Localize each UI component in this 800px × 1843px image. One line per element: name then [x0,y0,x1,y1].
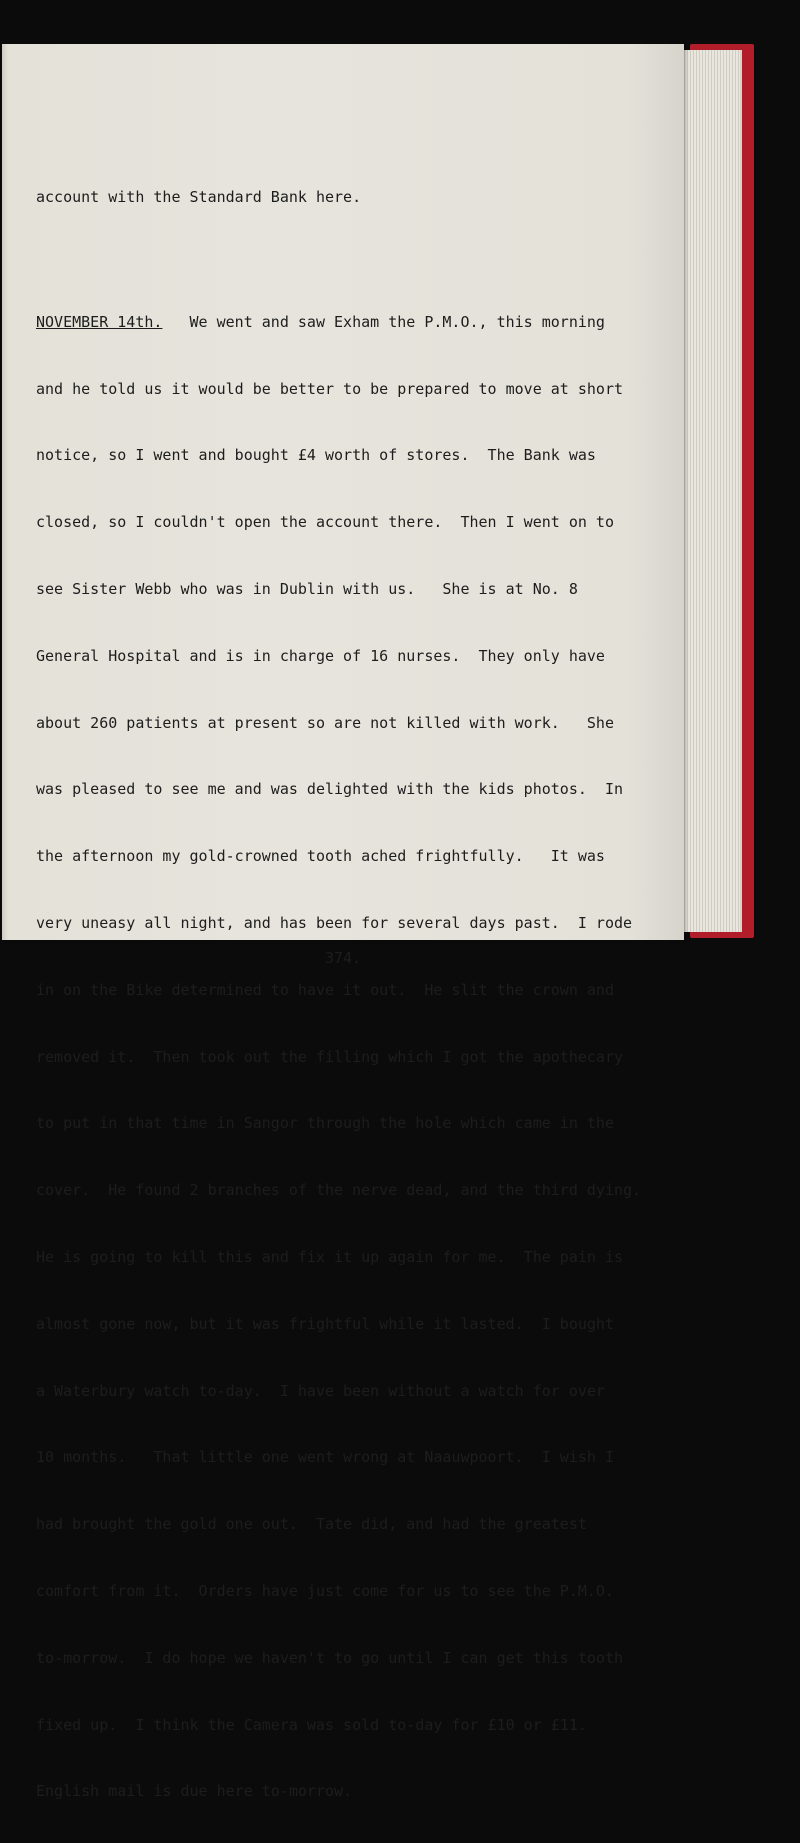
text-line: notice, so I went and bought £4 worth of stores. The Bank was [36,446,596,465]
entry-first-line-text: We went and saw Exham the P.M.O., this morning [189,312,605,331]
text-line: closed, so I couldn't open the account there. Then I went on to [36,513,614,532]
text-line: removed it. Then took out the filling which I got the apothecary [36,1047,623,1066]
text-line: about 260 patients at present so are not killed with work. She [36,713,614,732]
diary-text [36,146,676,1843]
text-line: a Waterbury watch to-day. I have been without a watch for over [36,1381,605,1400]
text-line: see Sister Webb who was in Dublin with us. She is at No. 8 [36,579,578,598]
text-line: was pleased to see me and was delighted with the kids photos. In [36,780,623,799]
text-line: to-morrow. I do hope we haven't to go until I can get this tooth [36,1648,623,1667]
opening-line: account with the Standard Bank here. [36,188,362,206]
book-page [2,44,684,1801]
text-line: very uneasy all night, and has been for several days past. I rode [36,913,633,932]
paragraph-gap [36,249,676,271]
text-line: 10 months. That little one went wrong at Naauwpoort. I wish I [36,1448,614,1467]
text-line: in on the Bike determined to have it out. He slit the crown and [36,980,614,999]
text-line: fixed up. I think the Camera was sold to-day for £10 or £11. [36,1715,587,1734]
text-line: almost gone now, but it was frightful while it lasted. I bought [36,1314,614,1333]
text-line: comfort from it. Orders have just come for us to see the P.M.O. [36,1581,614,1600]
page-number: 374. [324,949,362,967]
text-line: and he told us it would be better to be prepared to move at short [36,379,623,398]
text-line: the afternoon my gold-crowned tooth ached frightfully. It was [36,847,605,866]
text-line: He is going to kill this and fix it up again for me. The pain is [36,1247,623,1266]
spacer [162,313,189,331]
text-line: to put in that time in Sangor through the hole which came in the [36,1114,614,1133]
entry-date-heading: NOVEMBER 14th. [36,312,163,331]
page-edges [676,50,742,932]
text-line: had brought the gold one out. Tate did, and had the greatest [36,1515,587,1534]
text-line: cover. He found 2 branches of the nerve dead, and the third dying. [36,1181,642,1200]
text-line: General Hospital and is in charge of 16 nurses. They only have [36,646,605,665]
entry-first-line [36,307,676,338]
text-line: English mail is due here to-morrow. [36,1782,353,1801]
